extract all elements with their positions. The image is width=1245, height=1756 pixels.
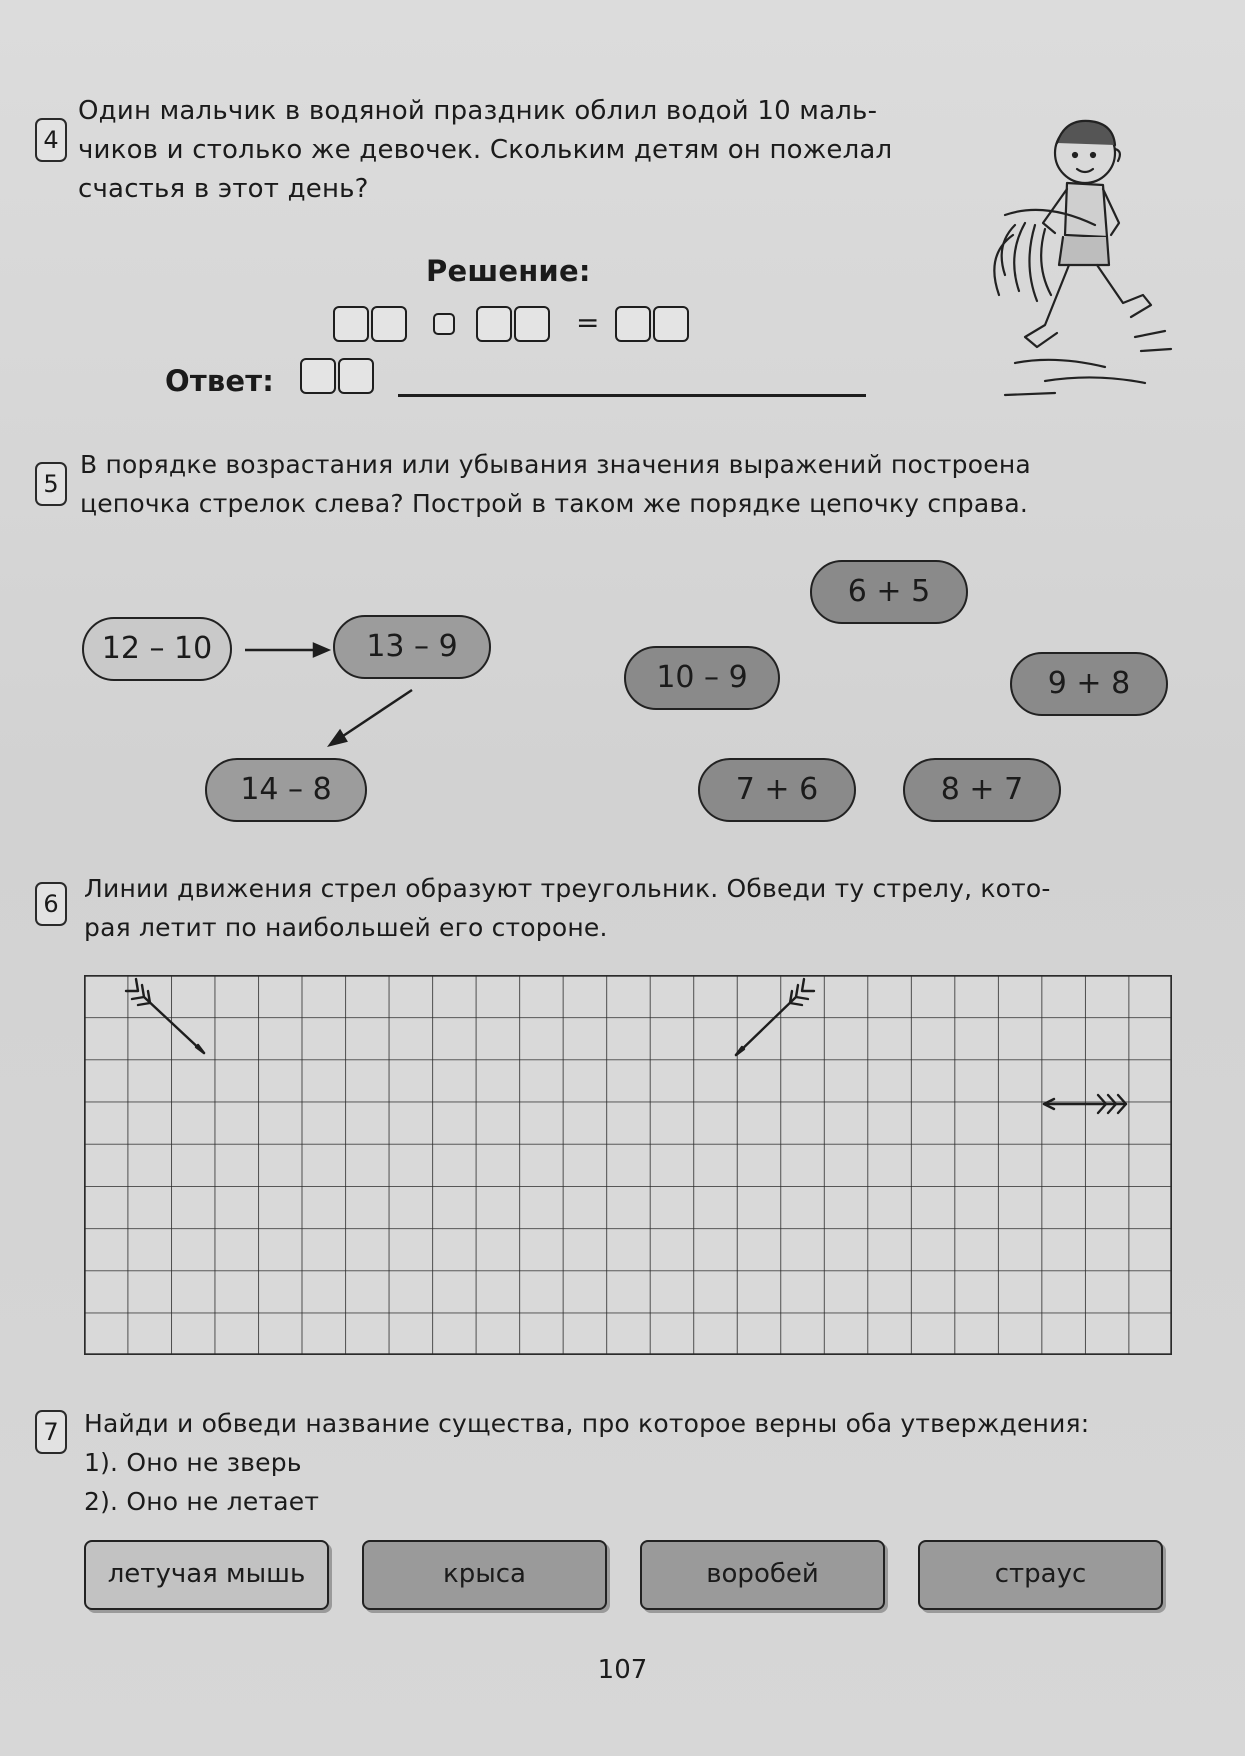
task-4-line-1: Один мальчик в водяной праздник облил водой 10 маль- <box>78 96 878 126</box>
option-rat[interactable]: крыса <box>362 1540 607 1610</box>
operator-box[interactable] <box>433 313 455 335</box>
answer-box[interactable] <box>514 306 550 342</box>
answer-box[interactable] <box>338 358 374 394</box>
option-bat[interactable]: летучая мышь <box>84 1540 329 1610</box>
task-5-line-1: В порядке возрастания или убывания значения выражений построена <box>80 450 1031 479</box>
task-5-line-2: цепочка стрелок слева? Построй в таком же порядке цепочку справа. <box>80 489 1028 518</box>
equals-sign: = <box>576 306 600 339</box>
task-6-line-2: рая летит по наибольшей его стороне. <box>84 913 608 942</box>
expression-blob[interactable]: 8 + 7 <box>903 758 1061 822</box>
expression-blob[interactable]: 10 – 9 <box>624 646 780 710</box>
task-4-line-3: счастья в этот день? <box>78 174 369 204</box>
chain-arrows <box>240 640 420 750</box>
expression-blob[interactable]: 9 + 8 <box>1010 652 1168 716</box>
answer-box[interactable] <box>300 358 336 394</box>
chain-expression: 13 – 9 <box>333 615 491 679</box>
task-7-number: 7 <box>35 1410 67 1454</box>
task-7-line-1: Найди и обведи название существа, про которое верны оба утверждения: <box>84 1409 1090 1438</box>
answer-box[interactable] <box>615 306 651 342</box>
task-4-number: 4 <box>35 118 67 162</box>
task-7-statement-2: 2). Оно не летает <box>84 1487 320 1516</box>
answer-box[interactable] <box>333 306 369 342</box>
task-7-statement-1: 1). Оно не зверь <box>84 1448 302 1477</box>
down-left-arrow-shaft <box>340 690 412 738</box>
task-6-number: 6 <box>35 882 67 926</box>
option-sparrow[interactable]: воробей <box>640 1540 885 1610</box>
expression-blob[interactable]: 7 + 6 <box>698 758 856 822</box>
page-number: 107 <box>597 1655 648 1685</box>
right-arrow-head <box>314 644 328 656</box>
answer-box[interactable] <box>653 306 689 342</box>
task-4-line-2: чиков и столько же девочек. Скольким детям он пожелал <box>78 135 893 165</box>
expression-blob[interactable]: 6 + 5 <box>810 560 968 624</box>
grid-with-arrows[interactable] <box>84 975 1172 1355</box>
task-6-line-1: Линии движения стрел образуют треугольник. Обведи ту стрелу, кото- <box>84 874 1051 903</box>
task-5-number: 5 <box>35 462 67 506</box>
answer-label: Ответ: <box>165 364 275 398</box>
answer-line[interactable] <box>398 394 866 397</box>
answer-box[interactable] <box>476 306 512 342</box>
down-left-arrow-head <box>330 731 346 745</box>
boy-illustration <box>985 105 1175 405</box>
answer-box[interactable] <box>371 306 407 342</box>
solution-label: Решение: <box>426 254 591 288</box>
option-ostrich[interactable]: страус <box>918 1540 1163 1610</box>
chain-expression: 14 – 8 <box>205 758 367 822</box>
chain-expression: 12 – 10 <box>82 617 232 681</box>
